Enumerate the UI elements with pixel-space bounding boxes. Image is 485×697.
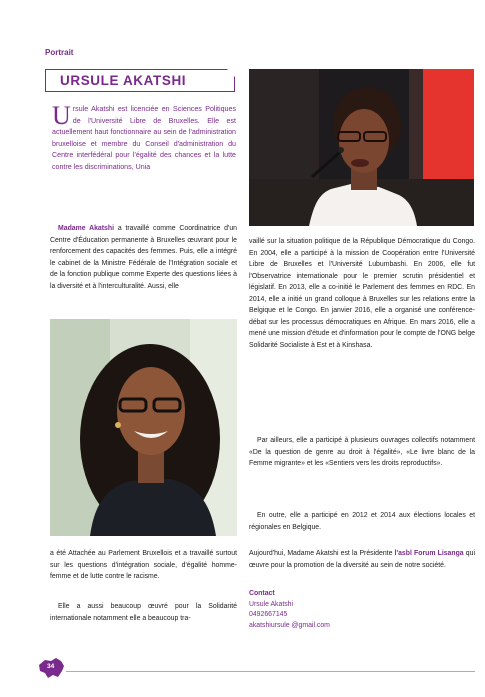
column2-paragraph-4-tail: qui œuvre pour la promotion de la diversité au sein de notre société. bbox=[249, 550, 475, 569]
portrait-photo-smiling bbox=[50, 319, 237, 536]
column1-paragraph-1-text: a travaillé comme Coordinatrice d'un Centre d'Éducation permanente à Bruxelles œuvrant pour le renforcement des capacités des femmes. Puis, elle a intégré le cabinet de la Ministre Fédérale de l'Intégration sociale et de la fonction publique comme Experte des questions liées à la diversité et à l'interculturalité. Aussi, elle bbox=[50, 225, 237, 290]
contact-email[interactable]: akatshiursule @gmail.com bbox=[249, 621, 330, 629]
column2-paragraph-4 bbox=[249, 548, 475, 571]
intro-paragraph bbox=[52, 101, 236, 174]
footer-divider bbox=[66, 671, 475, 672]
portrait-photo-speaking bbox=[249, 69, 474, 226]
intro-text: rsule Akatshi est licenciée en Sciences Politiques de l'Université Libre de Bruxelles. Elle est actuellement haut fonctionnaire au sein de l'administration bruxelloise et membre du Conseil d'administration du Centre interfédéral pour l'égalité des chances et la lutte contre les discriminations, Unia bbox=[52, 105, 236, 171]
page-number: 34 bbox=[47, 663, 55, 670]
page-number-badge bbox=[36, 656, 66, 680]
subject-name: Madame Akatshi bbox=[58, 225, 115, 232]
organization-name: l'asbl Forum Lisanga bbox=[394, 550, 464, 557]
column1-paragraph-3: Elle a aussi beaucoup œuvré pour la Solidarité internationale notamment elle a beaucoup tra- bbox=[50, 603, 237, 622]
section-tag: Portrait bbox=[45, 48, 74, 57]
column2-paragraph-1: vaillé sur la situation politique de la République Démocratique du Congo. En 2004, elle a participé à la mission de Coopération entre l'Université Libre de Bruxelles et l'Université Lubumbashi. En 2006, elle fut l'Observatrice internationale pour le premier scrutin présidentiel et législatif. En 2013, elle a co-initié le Parlement des femmes en RDC. En 2014, elle a initié un grand colloque à Bruxelles sur les relations entre la Belgique et le Congo. En janvier 2016, elle a organisé une conférence-débat sur les processus démocratiques en Afrique. En mars 2016, elle a mené une mission d'étude et d'information pour le compte de l'ONG belge Solidarité Socialiste à Est et à Kinshasa. bbox=[249, 238, 475, 349]
contact-name: Ursule Akatshi bbox=[249, 600, 294, 608]
contact-heading: Contact bbox=[249, 590, 275, 597]
page-title: URSULE AKATSHI bbox=[60, 73, 187, 88]
drop-cap: U bbox=[52, 101, 71, 130]
column1-paragraph-1 bbox=[50, 223, 237, 292]
column2-paragraph-3: En outre, elle a participé en 2012 et 2014 aux élections locales et régionales en Belgique. bbox=[249, 512, 475, 531]
contact-phone: 0492667145 bbox=[249, 611, 288, 619]
contact-block bbox=[249, 589, 475, 631]
column2-paragraph-4-lead: Aujourd'hui, Madame Akatshi est la Présidente bbox=[249, 550, 395, 557]
portrait-photo-smiling-image bbox=[50, 319, 237, 536]
title-box bbox=[45, 69, 235, 92]
portrait-photo-speaking-image bbox=[249, 69, 474, 226]
column2-paragraph-2: Par ailleurs, elle a participé à plusieurs ouvrages collectifs notamment «De la question de genre au droit à l'égalité», «Le livre blanc de la Femme migrante» et les «Sentiers vers les droits reproductifs». bbox=[249, 437, 475, 467]
column1-paragraph-2: a été Attachée au Parlement Bruxellois et a travaillé surtout sur les questions d'intégration sociale, d'égalité homme-femme et de lutte contre le racisme. bbox=[50, 550, 237, 580]
